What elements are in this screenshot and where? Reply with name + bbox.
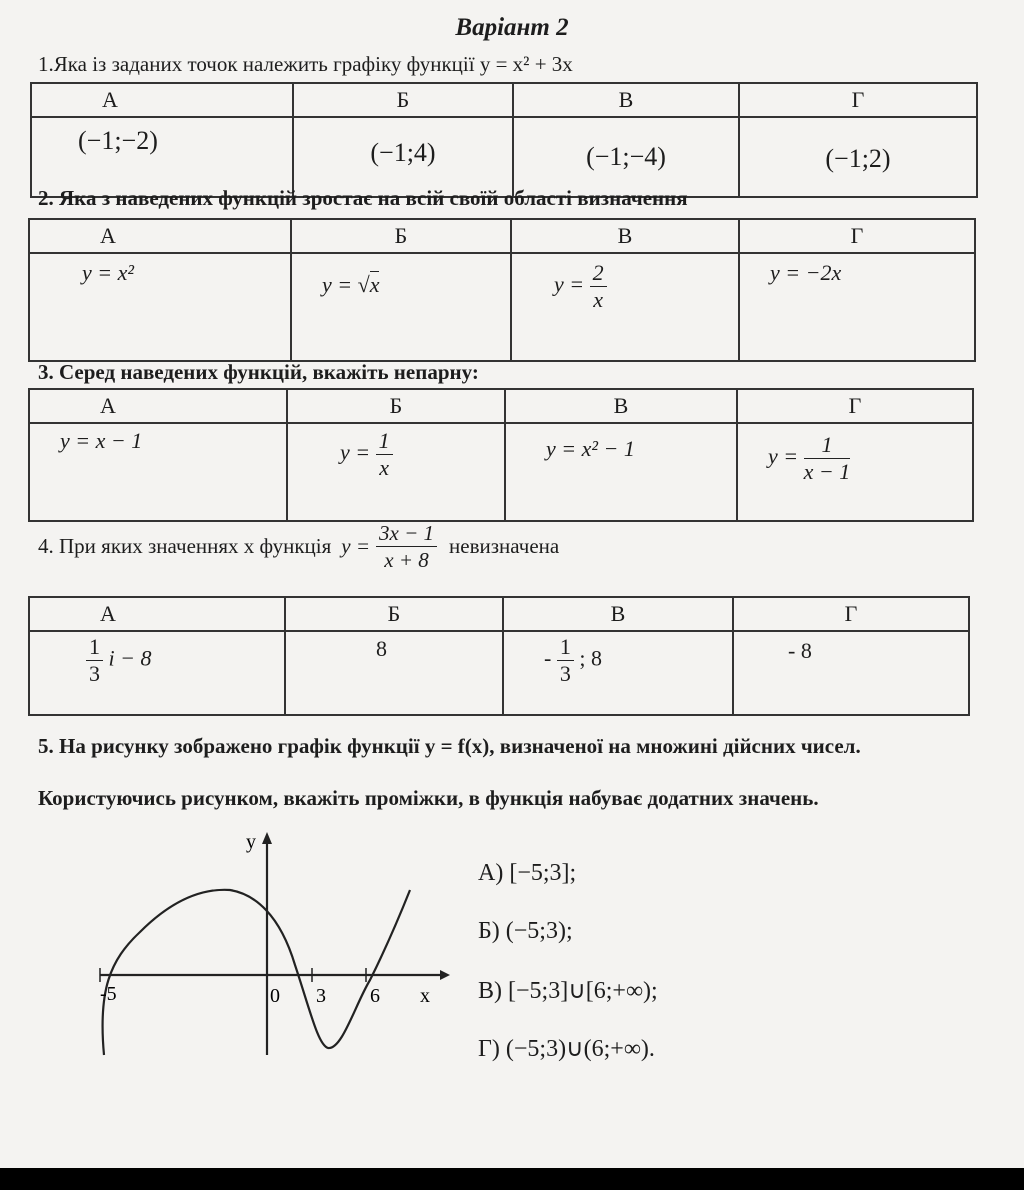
question-4-answer-table [28, 596, 970, 716]
q1-header-d: Г [739, 83, 977, 117]
q4-option-c-rest: ; 8 [579, 645, 602, 671]
question-1-answer-table [30, 82, 978, 198]
question-4-text-after: невизначена [449, 534, 560, 558]
q3-option-d-prefix: y = [768, 443, 799, 469]
q2-option-b [291, 253, 511, 361]
q4-option-c-fraction [557, 634, 574, 687]
q3-option-d-numerator: 1 [804, 432, 851, 459]
variant-title: Варіант 2 [455, 14, 569, 41]
q4-option-a-denominator: 3 [89, 661, 100, 686]
y-axis-arrow-icon [262, 832, 272, 844]
q2-header-b: Б [291, 219, 511, 253]
q3-option-d-denominator: x − 1 [803, 459, 851, 484]
tick-label-6: 6 [370, 985, 380, 1007]
q4-option-a-numerator: 1 [86, 634, 103, 661]
q3-option-b [287, 423, 505, 521]
q2-option-c-prefix: y = [554, 271, 585, 297]
q4-option-c-numerator: 1 [557, 634, 574, 661]
q2-option-d: y = −2x [739, 253, 975, 361]
q3-option-d [737, 423, 973, 521]
sqrt-symbol-icon: √ [357, 272, 370, 297]
q4-header-a: А [29, 597, 285, 631]
tick-label-minus-5: -5 [100, 983, 117, 1005]
q3-option-d-fraction [804, 432, 851, 485]
q5-option-b: Б) (−5;3); [478, 918, 573, 944]
q3-option-b-fraction [376, 428, 393, 481]
question-3-answer-table [28, 388, 974, 522]
q3-header-a: А [29, 389, 287, 423]
tick-label-0: 0 [270, 985, 280, 1007]
q4-header-c: В [503, 597, 733, 631]
question-5-line-1: 5. На рисунку зображено графік функції y = f(x), визначеної на множині дійсних чисел. [38, 734, 861, 758]
q2-header-d: Г [739, 219, 975, 253]
question-2-text: 2. Яка з наведених функцій зростає на всій своїй області визначення [38, 186, 688, 210]
q4-option-c-denominator: 3 [559, 661, 571, 686]
q3-option-a: y = x − 1 [29, 423, 287, 521]
q5-option-a: А) [−5;3]; [478, 860, 577, 886]
q1-option-a: (−1;−2) [31, 117, 293, 197]
q1-header-a: А [31, 83, 293, 117]
q2-option-b-radicand: x [369, 272, 380, 297]
q2-option-c-numerator: 2 [590, 260, 607, 287]
q1-header-c: В [513, 83, 739, 117]
q3-option-b-prefix: y = [340, 439, 371, 465]
q2-option-c [511, 253, 739, 361]
q2-option-c-denominator: x [593, 287, 603, 312]
tick-label-3: 3 [316, 985, 326, 1007]
q4-option-b: 8 [285, 631, 503, 715]
q5-option-d: Г) (−5;3)∪(6;+∞). [478, 1036, 655, 1062]
question-4-fn-prefix: y = [341, 534, 371, 558]
q2-option-c-fraction [590, 260, 607, 313]
question-5-line-2: Користуючись рисунком, вкажіть проміжки, в функція набуває додатних значень. [38, 786, 819, 810]
q3-header-c: В [505, 389, 737, 423]
q3-option-b-denominator: x [379, 455, 389, 480]
question-4-fn-fraction [376, 520, 437, 573]
q4-header-d: Г [733, 597, 969, 631]
q3-header-b: Б [287, 389, 505, 423]
q2-header-a: А [29, 219, 291, 253]
x-axis-arrow-icon [440, 970, 450, 980]
q1-option-d: (−1;2) [739, 117, 977, 197]
question-2-answer-table [28, 218, 976, 362]
q4-option-c [503, 631, 733, 715]
q2-header-c: В [511, 219, 739, 253]
q1-option-b: (−1;4) [293, 117, 513, 197]
q2-option-b-prefix: y = [322, 272, 353, 297]
q4-option-a-fraction [86, 634, 103, 687]
function-graph [80, 820, 460, 1070]
q4-option-d: - 8 [733, 631, 969, 715]
q4-option-a [29, 631, 285, 715]
question-3-text: 3. Серед наведених функцій, вкажіть непарну: [38, 360, 479, 384]
question-4-fn-numerator: 3x − 1 [376, 520, 437, 547]
q4-header-b: Б [285, 597, 503, 631]
y-axis-label: y [246, 831, 256, 853]
q1-option-c: (−1;−4) [513, 117, 739, 197]
q5-option-c: В) [−5;3]∪[6;+∞); [478, 978, 658, 1004]
q3-option-c: y = x² − 1 [505, 423, 737, 521]
question-4-text-before: 4. При яких значеннях x функція [38, 534, 332, 558]
q1-header-b: Б [293, 83, 513, 117]
q3-option-b-numerator: 1 [376, 428, 393, 455]
q4-option-a-rest: і − 8 [108, 645, 152, 671]
q2-option-a: y = x² [29, 253, 291, 361]
q3-header-d: Г [737, 389, 973, 423]
question-4-text [38, 520, 559, 573]
function-curve [103, 890, 411, 1055]
x-axis-label: x [420, 985, 430, 1007]
question-1-text: 1.Яка із заданих точок належить графіку функції y = x² + 3x [38, 52, 573, 76]
question-4-fn-denominator: x + 8 [384, 548, 429, 572]
q4-option-c-prefix: - [544, 645, 552, 671]
